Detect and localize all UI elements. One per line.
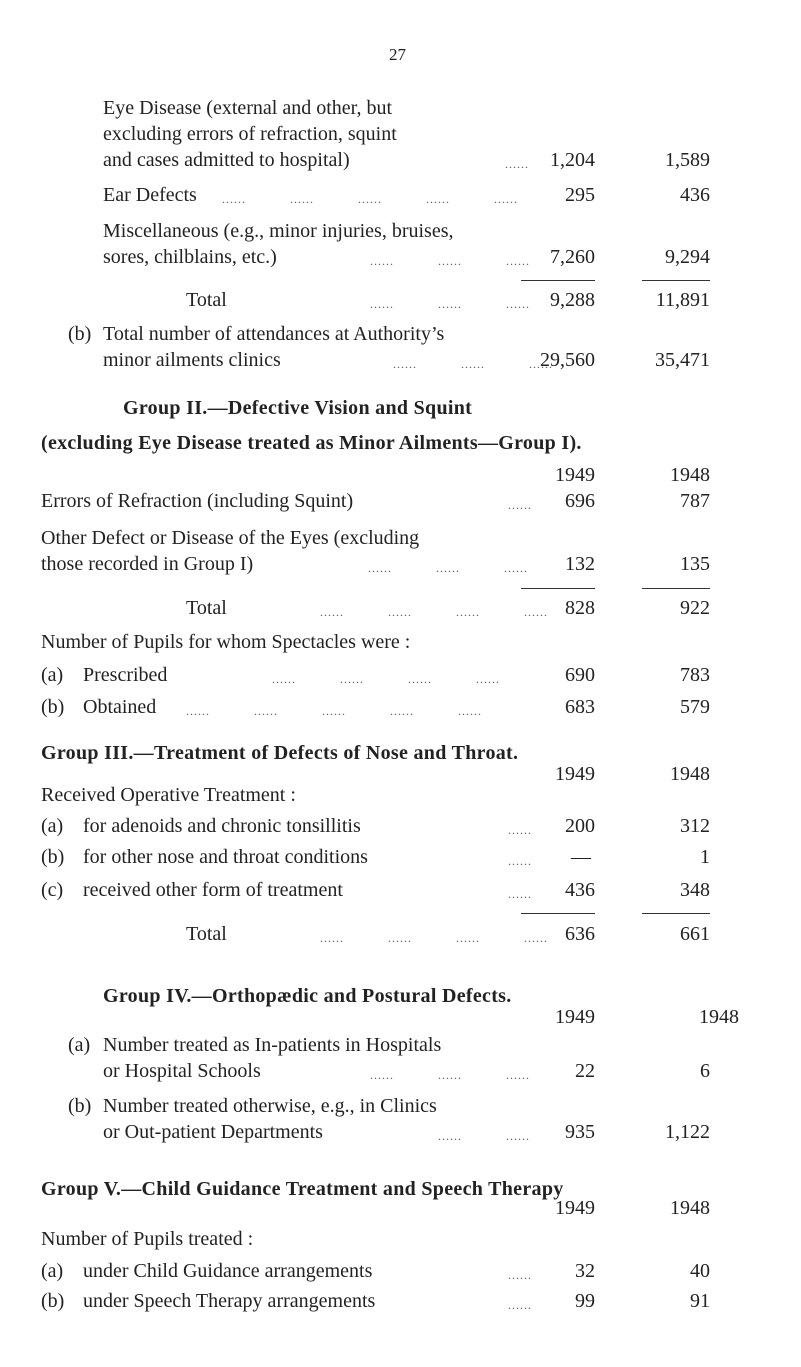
other-defect-label-line1: Other Defect or Disease of the Eyes (excluding [41, 527, 420, 549]
group2-total-1949: 828 [565, 597, 595, 619]
leader-dots: ...... ...... ...... ...... [320, 931, 548, 945]
misc-1948: 9,294 [665, 246, 710, 268]
group3-heading: Group III.—Treatment of Defects of Nose and Throat. [41, 742, 519, 764]
group2-heading-line2: (excluding Eye Disease treated as Minor Ailments—Group I). [41, 432, 582, 454]
spectacles-label: Number of Pupils for whom Spectacles were : [41, 631, 411, 653]
leader-dots: ...... ...... ...... ...... [272, 672, 500, 686]
attendances-label-line1: Total number of attendances at Authority’s [103, 323, 445, 345]
speech-therapy-1948: 91 [690, 1290, 710, 1312]
leader-dots: ...... [508, 887, 532, 901]
ear-defects-label: Ear Defects [103, 184, 197, 206]
leader-dots: ...... ...... ...... ...... ...... [222, 192, 518, 206]
misc-label-line2: sores, chilblains, etc.) [103, 246, 277, 268]
group4-heading: Group IV.—Orthopædic and Postural Defects. [103, 985, 512, 1007]
operative-treatment-label: Received Operative Treatment : [41, 784, 296, 806]
other-form-label: received other form of treatment [83, 879, 343, 901]
outpatients-1949: 935 [565, 1121, 595, 1143]
leader-dots: ...... ...... ...... ...... ...... [186, 704, 482, 718]
group1-total-1948: 11,891 [655, 289, 710, 311]
group3-year-1948: 1948 [670, 763, 710, 785]
leader-dots: ...... ...... ...... [370, 297, 530, 311]
other-defect-1949: 132 [565, 553, 595, 575]
obtained-marker: (b) [41, 696, 65, 718]
leader-dots: ...... [508, 1268, 532, 1282]
group2-total-label: Total [186, 597, 227, 619]
speech-therapy-1949: 99 [575, 1290, 595, 1312]
total-rule [642, 280, 710, 281]
nose-throat-label: for other nose and throat conditions [83, 846, 368, 868]
refraction-1949: 696 [565, 490, 595, 512]
attendances-label-line2: minor ailments clinics [103, 349, 281, 371]
eye-disease-label-line2: excluding errors of refraction, squint [103, 123, 397, 145]
leader-dots: ...... [508, 1298, 532, 1312]
total-rule [521, 913, 595, 914]
group3-total-label: Total [186, 923, 227, 945]
page-number: 27 [389, 45, 406, 64]
nose-throat-1948: 1 [700, 846, 710, 868]
nose-throat-marker: (b) [41, 846, 65, 868]
group3-year-1949: 1949 [555, 763, 595, 785]
ear-defects-1949: 295 [565, 184, 595, 206]
prescribed-1949: 690 [565, 664, 595, 686]
attendances-1948: 35,471 [655, 349, 710, 371]
other-defect-label-line2: those recorded in Group I) [41, 553, 254, 575]
other-form-1949: 436 [565, 879, 595, 901]
inpatients-1949: 22 [575, 1060, 595, 1082]
eye-disease-label-line1: Eye Disease (external and other, but [103, 97, 393, 119]
total-rule [642, 913, 710, 914]
group2-heading-line1: Group II.—Defective Vision and Squint [123, 397, 473, 419]
other-form-1948: 348 [680, 879, 710, 901]
child-guidance-label: under Child Guidance arrangements [83, 1260, 373, 1282]
group1-total-label: Total [186, 289, 227, 311]
inpatients-label-line2: or Hospital Schools [103, 1060, 261, 1082]
prescribed-label: Prescribed [83, 664, 168, 686]
obtained-1948: 579 [680, 696, 710, 718]
adenoids-marker: (a) [41, 815, 64, 837]
child-guidance-1948: 40 [690, 1260, 710, 1282]
other-form-marker: (c) [41, 879, 64, 901]
adenoids-1948: 312 [680, 815, 710, 837]
misc-label-line1: Miscellaneous (e.g., minor injuries, bruises, [103, 220, 454, 242]
eye-disease-label-line3: and cases admitted to hospital) [103, 149, 350, 171]
group3-total-1948: 661 [680, 923, 710, 945]
group2-year-1948: 1948 [670, 464, 710, 486]
adenoids-1949: 200 [565, 815, 595, 837]
ear-defects-1948: 436 [680, 184, 710, 206]
group4-year-1948: 1948 [699, 1006, 739, 1028]
leader-dots: ...... [508, 498, 532, 512]
leader-dots: ...... ...... ...... ...... [320, 605, 548, 619]
inpatients-marker: (a) [68, 1034, 91, 1056]
item-b-marker: (b) [68, 323, 92, 345]
eye-disease-1948: 1,589 [665, 149, 710, 171]
adenoids-label: for adenoids and chronic tonsillitis [83, 815, 361, 837]
total-rule [642, 588, 710, 589]
speech-therapy-label: under Speech Therapy arrangements [83, 1290, 376, 1312]
outpatients-marker: (b) [68, 1095, 92, 1117]
outpatients-label-line1: Number treated otherwise, e.g., in Clinics [103, 1095, 437, 1117]
leader-dots: ...... ...... ...... [368, 561, 528, 575]
outpatients-label-line2: or Out-patient Departments [103, 1121, 323, 1143]
child-guidance-1949: 32 [575, 1260, 595, 1282]
refraction-1948: 787 [680, 490, 710, 512]
group5-heading: Group V.—Child Guidance Treatment and Speech Therapy [41, 1178, 564, 1200]
leader-dots: ...... [505, 157, 529, 171]
group5-year-1948: 1948 [670, 1197, 710, 1219]
attendances-1949: 29,560 [540, 349, 595, 371]
inpatients-label-line1: Number treated as In-patients in Hospitals [103, 1034, 442, 1056]
total-rule [521, 588, 595, 589]
group3-total-1949: 636 [565, 923, 595, 945]
leader-dots: ...... [508, 823, 532, 837]
leader-dots: ...... ...... ...... [370, 254, 530, 268]
obtained-label: Obtained [83, 696, 157, 718]
group2-total-1948: 922 [680, 597, 710, 619]
group2-year-1949: 1949 [555, 464, 595, 486]
inpatients-1948: 6 [700, 1060, 710, 1082]
misc-1949: 7,260 [550, 246, 595, 268]
leader-dots: ...... [508, 854, 532, 868]
speech-therapy-marker: (b) [41, 1290, 65, 1312]
total-rule [521, 280, 595, 281]
prescribed-marker: (a) [41, 664, 64, 686]
refraction-label: Errors of Refraction (including Squint) [41, 490, 354, 512]
group5-year-1949: 1949 [555, 1197, 595, 1219]
obtained-1949: 683 [565, 696, 595, 718]
group4-year-1949: 1949 [555, 1006, 595, 1028]
group1-total-1949: 9,288 [550, 289, 595, 311]
nose-throat-1949: — [571, 846, 591, 868]
other-defect-1948: 135 [680, 553, 710, 575]
prescribed-1948: 783 [680, 664, 710, 686]
child-guidance-marker: (a) [41, 1260, 64, 1282]
leader-dots: ...... ...... ...... [370, 1068, 530, 1082]
pupils-treated-label: Number of Pupils treated : [41, 1228, 254, 1250]
outpatients-1948: 1,122 [665, 1121, 710, 1143]
leader-dots: ...... ...... [438, 1129, 530, 1143]
eye-disease-1949: 1,204 [550, 149, 595, 171]
leader-dots: ...... ...... ...... [393, 357, 553, 371]
